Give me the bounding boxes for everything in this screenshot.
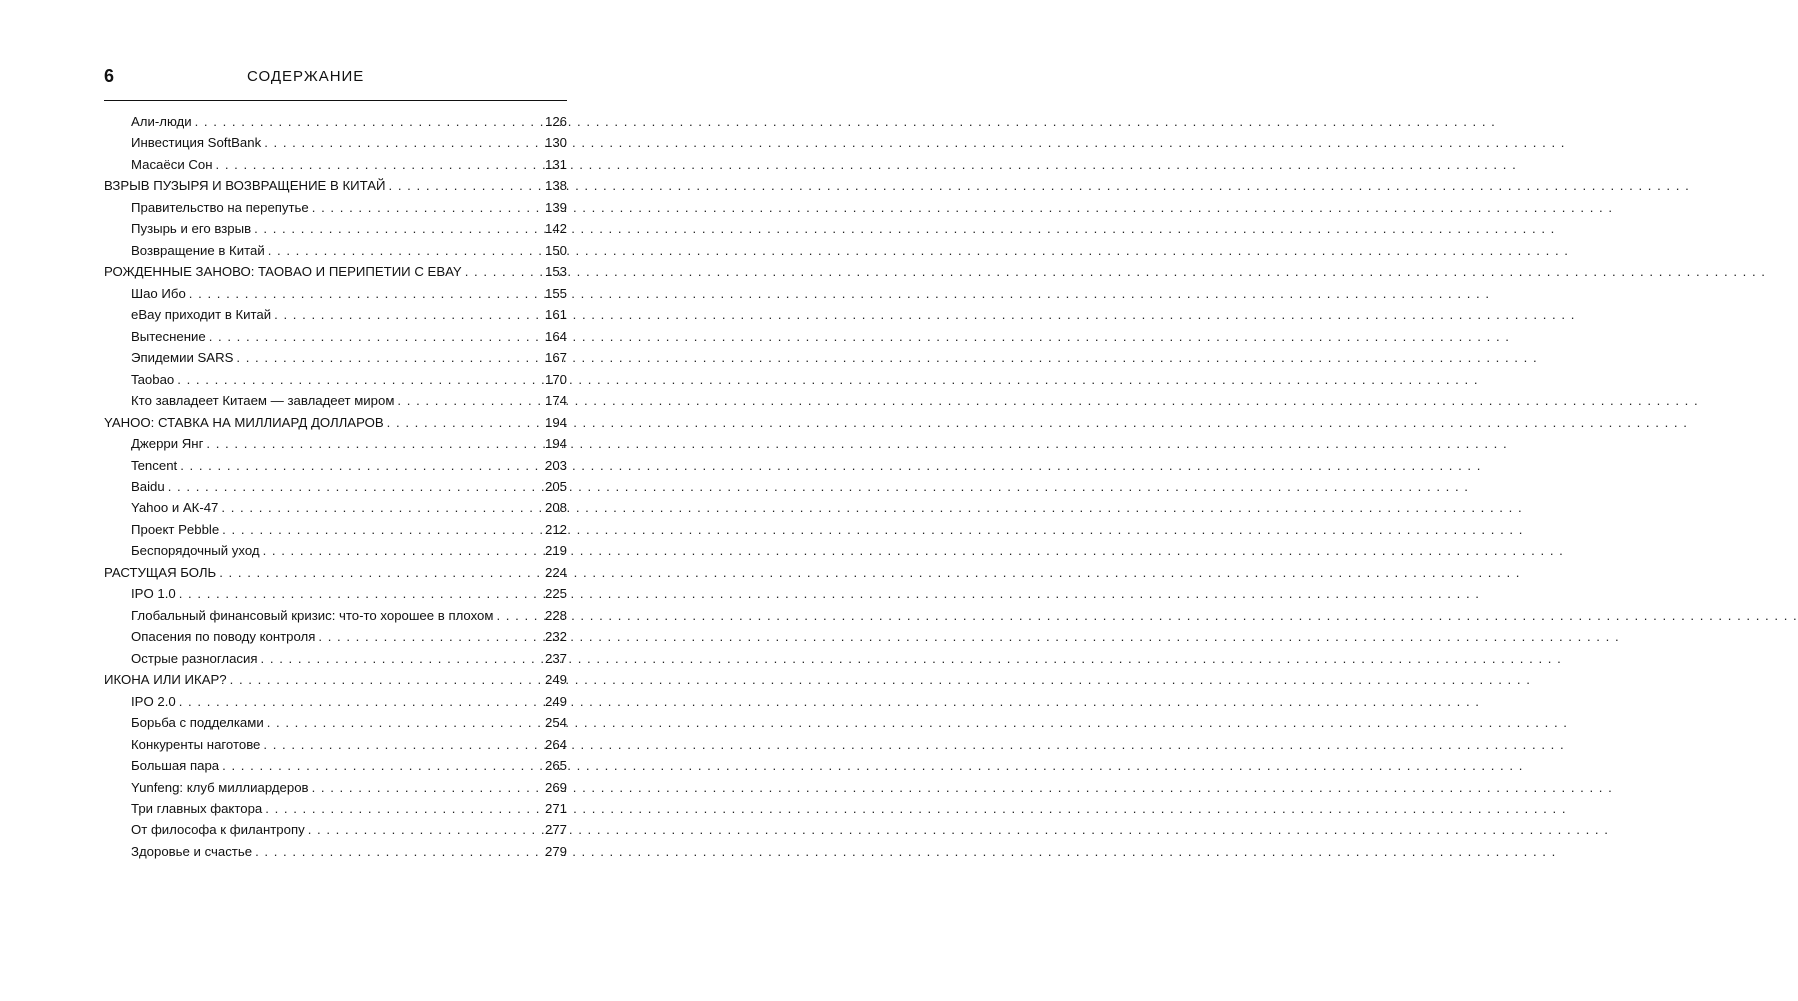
toc-entry-page: 224: [544, 564, 567, 580]
toc-section-entry: [104, 476, 567, 497]
toc-entry-page: 269: [544, 779, 567, 795]
toc-chapter-entry: [104, 669, 567, 690]
dot-leader: [308, 819, 545, 840]
toc-entry-title: Инвестиция SoftBank: [131, 135, 262, 151]
toc-section-entry: [104, 798, 567, 819]
toc-entry-page: 203: [544, 457, 567, 473]
toc-section-entry: [104, 283, 567, 304]
dot-leader: [222, 755, 545, 776]
toc-entry-page: 167: [544, 350, 567, 366]
toc-section-entry: [104, 154, 567, 175]
toc-entry-title: Шао Ибо: [131, 285, 186, 301]
toc-entry-page: 237: [544, 650, 567, 666]
toc-entry-page: 150: [544, 242, 567, 258]
toc-entry-title: Эпидемии SARS: [131, 350, 234, 366]
running-head: СОДЕРЖАНИЕ: [247, 68, 365, 85]
toc-entry-page: 264: [544, 736, 567, 752]
toc-entry-title: Глобальный финансовый кризис: что-то хорошее в плохом: [131, 607, 494, 623]
dot-leader: [265, 798, 545, 819]
toc-entry-title: IPO 2.0: [131, 693, 176, 709]
toc-entry-page: 161: [544, 307, 567, 323]
dot-leader: [179, 583, 545, 604]
toc-entry-title: eBay приходит в Китай: [131, 307, 272, 323]
toc-entry-page: 164: [544, 328, 567, 344]
toc-section-entry: [104, 304, 567, 325]
toc-entry-page: 174: [544, 393, 567, 409]
toc-section-entry: [104, 691, 567, 712]
toc-section-entry: [104, 197, 567, 218]
dot-leader: [221, 497, 545, 518]
dot-leader: [209, 326, 545, 347]
toc-entry-title: Проект Pebble: [131, 521, 220, 537]
toc-section-entry: [104, 583, 567, 604]
toc-entry-title: Правительство на перепутье: [131, 199, 309, 215]
toc-section-entry: [104, 240, 567, 261]
dot-leader: [180, 455, 545, 476]
toc-entry-page: 265: [544, 758, 567, 774]
dot-leader: [263, 734, 545, 755]
toc-entry-title: От философа к филантропу: [131, 822, 305, 838]
toc-section-entry: [104, 218, 567, 239]
dot-leader: [387, 412, 545, 433]
toc-entry-page: 249: [544, 672, 567, 688]
toc-entry-page: 139: [544, 199, 567, 215]
toc-entry-page: 279: [544, 843, 567, 859]
toc-entry-page: 138: [544, 178, 567, 194]
toc-section-entry: [104, 347, 567, 368]
dot-leader: [219, 562, 545, 583]
toc-entry-page: 219: [544, 543, 567, 559]
toc-entry-title: Возвращение в Китай: [131, 242, 265, 258]
toc-entry-title: Tencent: [131, 457, 178, 473]
toc-entry-title: Yunfeng: клуб миллиардеров: [131, 779, 309, 795]
dot-leader: [206, 433, 545, 454]
dot-leader: [389, 175, 545, 196]
toc-entry-page: 155: [544, 285, 567, 301]
toc-entry-page: 131: [544, 156, 567, 172]
toc-section-entry: [104, 734, 567, 755]
toc-entry-page: 194: [544, 414, 567, 430]
dot-leader: [254, 218, 545, 239]
toc-entry-title: Здоровье и счастье: [131, 843, 253, 859]
toc-entry-title: ВЗРЫВ ПУЗЫРЯ И ВОЗВРАЩЕНИЕ В КИТАЙ: [104, 178, 386, 194]
toc-entry-title: Острые разногласия: [131, 650, 258, 666]
toc-section-entry: [104, 648, 567, 669]
toc-entry-title: Али-люди: [131, 114, 192, 129]
dot-leader: [267, 712, 545, 733]
toc-section-entry: [104, 132, 567, 153]
toc-entry-title: Пузырь и его взрыв: [131, 221, 252, 237]
dot-leader: [189, 283, 545, 304]
dot-leader: [222, 519, 545, 540]
toc-entry-page: 194: [544, 436, 567, 452]
toc-entry-title: Три главных фактора: [131, 801, 263, 816]
toc-entry-page: 130: [544, 135, 567, 151]
header-rule: [104, 100, 567, 101]
toc-entry-title: Джерри Янг: [131, 436, 204, 452]
dot-leader: [397, 390, 545, 411]
dot-leader: [263, 540, 545, 561]
toc-entry-page: 212: [544, 521, 567, 537]
page-number: 6: [104, 66, 115, 86]
dot-leader: [312, 197, 545, 218]
dot-leader: [230, 669, 545, 690]
toc-section-entry: [104, 819, 567, 840]
dot-leader: [168, 476, 545, 497]
toc-section-entry: [104, 605, 567, 626]
dot-leader: [261, 648, 545, 669]
toc-entry-page: 205: [544, 478, 567, 494]
dot-leader: [496, 605, 545, 626]
toc-section-entry: [104, 390, 567, 411]
toc-section-entry: [104, 626, 567, 647]
toc-entry-title: Вытеснение: [131, 328, 206, 344]
dot-leader: [255, 841, 545, 862]
toc-section-entry: [104, 326, 567, 347]
toc-entry-title: Кто завладеет Китаем — завладеет миром: [131, 393, 395, 409]
toc-entry-title: YAHOO: СТАВКА НА МИЛЛИАРД ДОЛЛАРОВ: [104, 414, 384, 430]
toc-entry-page: 142: [544, 221, 567, 237]
toc-section-entry: [104, 519, 567, 540]
dot-leader: [274, 304, 545, 325]
toc-section-entry: [104, 777, 567, 798]
table-of-contents: [104, 111, 567, 862]
toc-entry-page: 126: [544, 114, 567, 129]
toc-entry-title: Беспорядочный уход: [131, 543, 260, 559]
toc-entry-page: 249: [544, 693, 567, 709]
toc-section-entry: [104, 540, 567, 561]
dot-leader: [236, 347, 545, 368]
toc-entry-page: 232: [544, 629, 567, 645]
toc-entry-title: Опасения по поводу контроля: [131, 629, 316, 645]
toc-entry-title: IPO 1.0: [131, 586, 176, 602]
toc-entry-title: РОЖДЕННЫЕ ЗАНОВО: TAOBAO И ПЕРИПЕТИИ С EBAY: [104, 264, 462, 280]
toc-entry-title: Борьба с подделками: [131, 715, 264, 731]
dot-leader: [216, 154, 545, 175]
toc-entry-page: 225: [544, 586, 567, 602]
toc-section-entry: [104, 712, 567, 733]
dot-leader: [179, 691, 545, 712]
toc-section-entry: [104, 369, 567, 390]
toc-chapter-entry: [104, 412, 567, 433]
toc-entry-title: Yahoo и АК-47: [131, 500, 219, 516]
toc-section-entry: [104, 433, 567, 454]
toc-chapter-entry: [104, 175, 567, 196]
toc-entry-title: РАСТУЩАЯ БОЛЬ: [104, 564, 217, 580]
toc-section-entry: [104, 111, 567, 132]
toc-chapter-entry: [104, 562, 567, 583]
toc-entry-title: Taobao: [131, 371, 175, 387]
toc-section-entry: [104, 841, 567, 862]
dot-leader: [264, 132, 545, 153]
toc-entry-title: Baidu: [131, 478, 165, 494]
dot-leader: [177, 369, 545, 390]
toc-entry-title: ИКОНА ИЛИ ИКАР?: [104, 672, 227, 688]
dot-leader: [312, 777, 545, 798]
toc-entry-title: Большая пара: [131, 758, 220, 774]
toc-entry-page: 271: [544, 801, 567, 816]
dot-leader: [268, 240, 545, 261]
toc-chapter-entry: [104, 261, 567, 282]
toc-entry-page: 228: [544, 607, 567, 623]
dot-leader: [318, 626, 545, 647]
toc-entry-title: Масаёси Сон: [131, 156, 213, 172]
toc-section-entry: [104, 497, 567, 518]
toc-section-entry: [104, 755, 567, 776]
dot-leader: [465, 261, 545, 282]
toc-section-entry: [104, 455, 567, 476]
toc-entry-page: 254: [544, 715, 567, 731]
toc-entry-page: 170: [544, 371, 567, 387]
toc-entry-page: 277: [544, 822, 567, 838]
dot-leader: [195, 111, 545, 132]
toc-entry-page: 208: [544, 500, 567, 516]
toc-entry-page: 153: [544, 264, 567, 280]
page-header: [0, 0, 633, 110]
toc-entry-title: Конкуренты наготове: [131, 736, 261, 752]
